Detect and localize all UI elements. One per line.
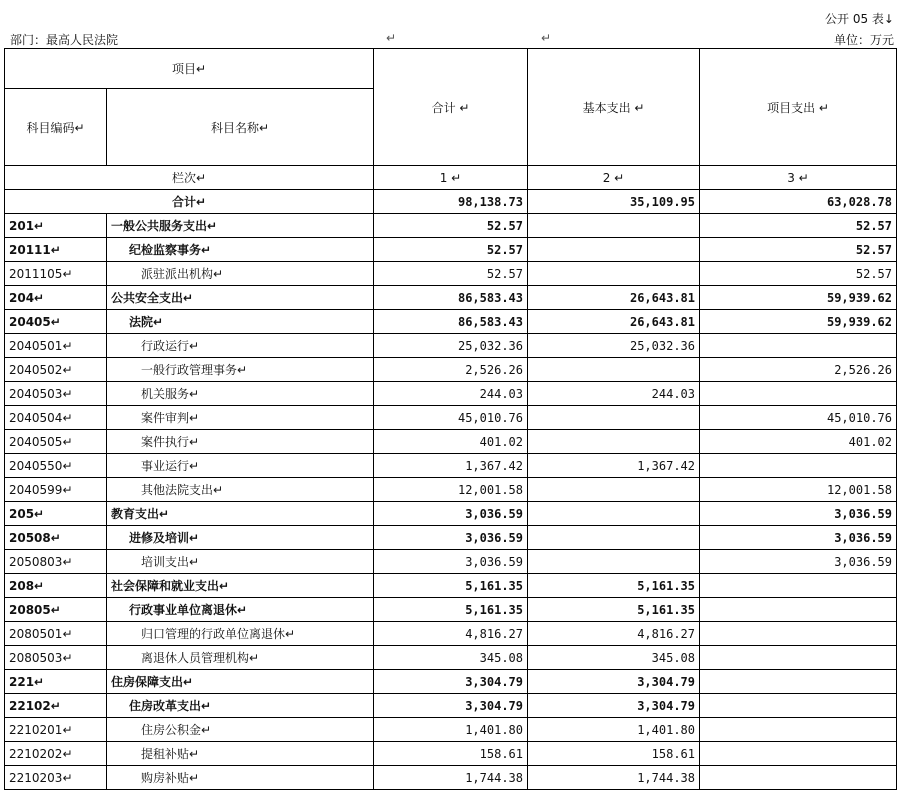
project-value: 3,036.59 — [700, 526, 897, 550]
subject-name: 案件执行↵ — [107, 430, 374, 454]
total-value: 5,161.35 — [374, 574, 528, 598]
table-row — [5, 334, 897, 358]
subject-code: 204↵ — [5, 286, 107, 310]
subject-name: 公共安全支出↵ — [107, 286, 374, 310]
total-value: 4,816.27 — [374, 622, 528, 646]
total-value: 1,401.80 — [374, 718, 528, 742]
table-row — [5, 382, 897, 406]
subject-name: 住房公积金↵ — [107, 718, 374, 742]
total-value: 3,304.79 — [374, 694, 528, 718]
table-row — [5, 502, 897, 526]
table-row — [5, 574, 897, 598]
basic-value: 35,109.95 — [528, 190, 700, 214]
total-value: 158.61 — [374, 742, 528, 766]
subject-name: 一般公共服务支出↵ — [107, 214, 374, 238]
basic-value — [528, 550, 700, 574]
subject-name: 案件审判↵ — [107, 406, 374, 430]
total-label: 合计↵ — [5, 190, 374, 214]
project-value — [700, 598, 897, 622]
subject-name: 社会保障和就业支出↵ — [107, 574, 374, 598]
subject-name: 归口管理的行政单位离退休↵ — [107, 622, 374, 646]
column-number: 2 ↵ — [528, 166, 700, 190]
subject-code: 20111↵ — [5, 238, 107, 262]
subject-name: 法院↵ — [107, 310, 374, 334]
project-value: 2,526.26 — [700, 358, 897, 382]
basic-value — [528, 406, 700, 430]
table-row — [5, 430, 897, 454]
project-value — [700, 454, 897, 478]
subject-code: 2210203↵ — [5, 766, 107, 790]
total-header: 合计 ↵ — [374, 49, 528, 166]
item-header: 项目↵ — [5, 49, 374, 89]
subject-code: 201↵ — [5, 214, 107, 238]
project-value — [700, 646, 897, 670]
basic-value — [528, 238, 700, 262]
basic-value: 26,643.81 — [528, 286, 700, 310]
total-value: 52.57 — [374, 238, 528, 262]
project-header: 项目支出 ↵ — [700, 49, 897, 166]
code-header: 科目编码↵ — [5, 89, 107, 166]
total-value: 86,583.43 — [374, 310, 528, 334]
subject-code: 2040550↵ — [5, 454, 107, 478]
column-number: 1 ↵ — [374, 166, 528, 190]
total-value: 52.57 — [374, 262, 528, 286]
project-value — [700, 334, 897, 358]
total-value: 52.57 — [374, 214, 528, 238]
unit-label: 单位：万元 — [833, 33, 894, 47]
project-value: 52.57 — [700, 214, 897, 238]
rowno-label: 栏次↵ — [5, 166, 374, 190]
subject-name: 其他法院支出↵ — [107, 478, 374, 502]
project-value: 401.02 — [700, 430, 897, 454]
project-value: 45,010.76 — [700, 406, 897, 430]
subject-name: 机关服务↵ — [107, 382, 374, 406]
column-number-row — [5, 166, 897, 190]
project-value: 52.57 — [700, 262, 897, 286]
name-header: 科目名称↵ — [107, 89, 374, 166]
project-value — [700, 742, 897, 766]
subject-code: 2050803↵ — [5, 550, 107, 574]
table-row — [5, 526, 897, 550]
total-value: 1,367.42 — [374, 454, 528, 478]
subject-name: 离退休人员管理机构↵ — [107, 646, 374, 670]
subject-code: 2210202↵ — [5, 742, 107, 766]
basic-value: 158.61 — [528, 742, 700, 766]
basic-value — [528, 262, 700, 286]
table-row — [5, 694, 897, 718]
project-value: 52.57 — [700, 238, 897, 262]
return-mark: ↵ — [541, 31, 552, 45]
basic-value — [528, 526, 700, 550]
basic-value — [528, 214, 700, 238]
basic-value: 26,643.81 — [528, 310, 700, 334]
subject-code: 2040503↵ — [5, 382, 107, 406]
subject-code: 221↵ — [5, 670, 107, 694]
subject-code: 2080501↵ — [5, 622, 107, 646]
project-value: 3,036.59 — [700, 502, 897, 526]
total-value: 244.03 — [374, 382, 528, 406]
expenditure-table — [4, 48, 897, 790]
subject-code: 20805↵ — [5, 598, 107, 622]
total-value: 3,036.59 — [374, 526, 528, 550]
table-row — [5, 622, 897, 646]
subject-name: 提租补贴↵ — [107, 742, 374, 766]
subject-name: 购房补贴↵ — [107, 766, 374, 790]
total-value: 86,583.43 — [374, 286, 528, 310]
table-row — [5, 598, 897, 622]
total-value: 12,001.58 — [374, 478, 528, 502]
subject-name: 一般行政管理事务↵ — [107, 358, 374, 382]
subject-code: 20508↵ — [5, 526, 107, 550]
basic-value: 1,367.42 — [528, 454, 700, 478]
table-row — [5, 646, 897, 670]
subject-code: 22102↵ — [5, 694, 107, 718]
header-line — [8, 31, 894, 47]
project-value — [700, 694, 897, 718]
subject-name: 派驻派出机构↵ — [107, 262, 374, 286]
table-row — [5, 478, 897, 502]
project-value: 3,036.59 — [700, 550, 897, 574]
basic-value — [528, 430, 700, 454]
subject-code: 2040501↵ — [5, 334, 107, 358]
table-row — [5, 310, 897, 334]
table-row — [5, 766, 897, 790]
table-number: 公开 05 表↓ — [825, 12, 894, 26]
total-value: 3,304.79 — [374, 670, 528, 694]
table-row — [5, 742, 897, 766]
basic-value: 4,816.27 — [528, 622, 700, 646]
project-value: 59,939.62 — [700, 286, 897, 310]
table-row — [5, 550, 897, 574]
subject-name: 教育支出↵ — [107, 502, 374, 526]
department-label: 部门：最高人民法院 — [10, 33, 119, 47]
total-value: 45,010.76 — [374, 406, 528, 430]
return-mark: ↵ — [386, 31, 397, 45]
basic-value: 244.03 — [528, 382, 700, 406]
basic-value: 5,161.35 — [528, 598, 700, 622]
subject-code: 205↵ — [5, 502, 107, 526]
basic-value — [528, 502, 700, 526]
subject-code: 2040505↵ — [5, 430, 107, 454]
total-row — [5, 190, 897, 214]
subject-code: 2011105↵ — [5, 262, 107, 286]
project-value — [700, 382, 897, 406]
total-value: 3,036.59 — [374, 550, 528, 574]
project-value: 59,939.62 — [700, 310, 897, 334]
total-value: 401.02 — [374, 430, 528, 454]
total-value: 98,138.73 — [374, 190, 528, 214]
subject-code: 2040599↵ — [5, 478, 107, 502]
basic-value: 3,304.79 — [528, 670, 700, 694]
subject-code: 2040504↵ — [5, 406, 107, 430]
subject-name: 住房保障支出↵ — [107, 670, 374, 694]
subject-code: 2210201↵ — [5, 718, 107, 742]
subject-name: 培训支出↵ — [107, 550, 374, 574]
total-value: 5,161.35 — [374, 598, 528, 622]
basic-value: 5,161.35 — [528, 574, 700, 598]
basic-header: 基本支出 ↵ — [528, 49, 700, 166]
table-row — [5, 406, 897, 430]
table-row — [5, 214, 897, 238]
header-row — [5, 49, 897, 89]
basic-value: 3,304.79 — [528, 694, 700, 718]
project-value — [700, 718, 897, 742]
table-row — [5, 238, 897, 262]
subject-code: 2040502↵ — [5, 358, 107, 382]
subject-code: 2080503↵ — [5, 646, 107, 670]
table-row — [5, 670, 897, 694]
subject-code: 20405↵ — [5, 310, 107, 334]
table-row — [5, 358, 897, 382]
basic-value: 345.08 — [528, 646, 700, 670]
subject-name: 事业运行↵ — [107, 454, 374, 478]
subject-name: 纪检监察事务↵ — [107, 238, 374, 262]
project-value: 12,001.58 — [700, 478, 897, 502]
subject-name: 行政运行↵ — [107, 334, 374, 358]
subject-name: 进修及培训↵ — [107, 526, 374, 550]
basic-value: 25,032.36 — [528, 334, 700, 358]
total-value: 1,744.38 — [374, 766, 528, 790]
total-value: 3,036.59 — [374, 502, 528, 526]
subject-name: 住房改革支出↵ — [107, 694, 374, 718]
table-row — [5, 454, 897, 478]
basic-value: 1,744.38 — [528, 766, 700, 790]
table-row — [5, 286, 897, 310]
total-value: 2,526.26 — [374, 358, 528, 382]
total-value: 345.08 — [374, 646, 528, 670]
project-value — [700, 574, 897, 598]
basic-value: 1,401.80 — [528, 718, 700, 742]
project-value — [700, 670, 897, 694]
subject-code: 208↵ — [5, 574, 107, 598]
column-number: 3 ↵ — [700, 166, 897, 190]
project-value: 63,028.78 — [700, 190, 897, 214]
total-value: 25,032.36 — [374, 334, 528, 358]
basic-value — [528, 478, 700, 502]
project-value — [700, 622, 897, 646]
table-row — [5, 262, 897, 286]
table-row — [5, 718, 897, 742]
basic-value — [528, 358, 700, 382]
project-value — [700, 766, 897, 790]
subject-name: 行政事业单位离退休↵ — [107, 598, 374, 622]
